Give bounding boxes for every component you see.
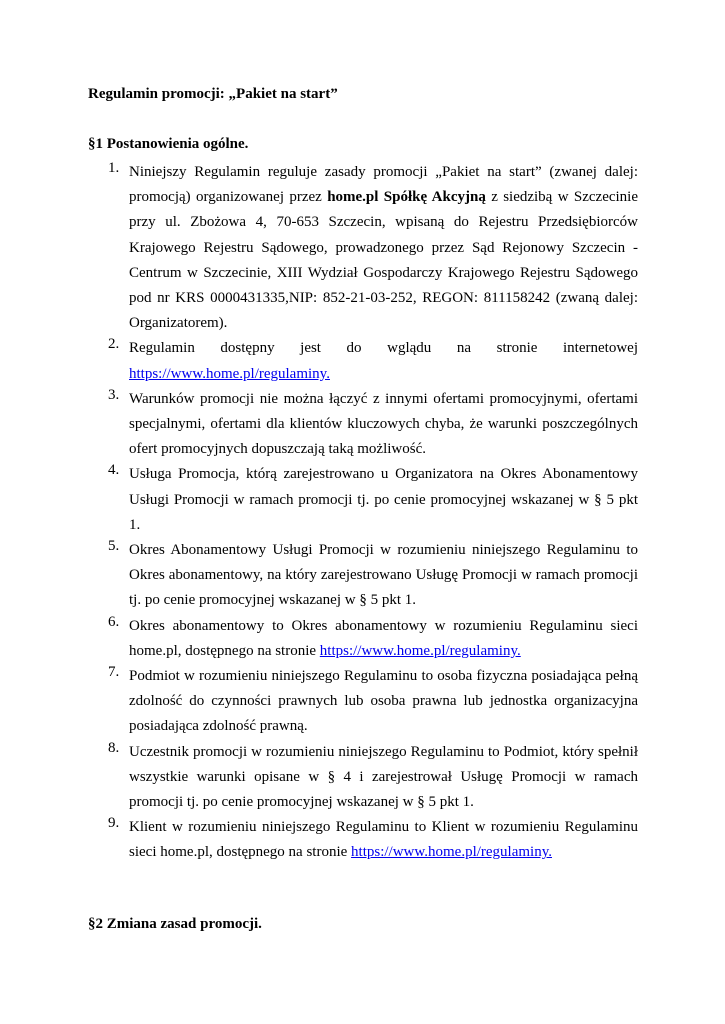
list-item — [88, 815, 638, 865]
section-1-heading: §1 Postanowienia ogólne. — [88, 136, 249, 152]
item-number: 8. — [108, 739, 120, 756]
list-item — [88, 664, 638, 740]
list-item — [88, 538, 638, 614]
regulations-link[interactable]: https://www.home.pl/regulaminy. — [129, 365, 330, 382]
item-text: Warunków promocji nie można łączyć z innymi ofertami promocyjnymi, ofertami specjalnymi, ofertami dla klientów kluczowych chyba, że warunki poszczególnych ofert promocyjnych dopuszczają taką możliwość. — [129, 390, 638, 458]
document-title: Regulamin promocji: „Pakiet na start” — [88, 86, 338, 102]
list-item — [88, 160, 638, 336]
regulations-link[interactable]: https://www.home.pl/regulaminy. — [319, 642, 521, 659]
regulations-link[interactable]: https://www.home.pl/regulaminy. — [351, 844, 552, 861]
item-text: Niniejszy Regulamin reguluje zasady promocji „Pakiet na start” (zwanej dalej: promocją) organizowanej przez home.pl Spółkę Akcyjną z siedzibą w Szczecinie przy ul. Zbożowa 4, 70-653 Szczecin, wpisaną do Rejestru Przedsiębiorców Krajowego Rejestru Sądowego, prowadzonego przez Sąd Rejonowy Szczecin - Centrum w Szczecinie, XIII Wydział Gospodarczy Krajowego Rejestru Sądowego pod nr KRS 0000431335,NIP: 852-21-03-252, REGON: 811158242 (zwaną dalej: Organizatorem). — [129, 164, 638, 332]
list-item — [88, 336, 638, 386]
item-number: 7. — [108, 664, 120, 681]
item-number: 6. — [108, 613, 120, 630]
item-number: 5. — [108, 538, 120, 555]
item-number: 9. — [108, 815, 120, 832]
item-text: Podmiot w rozumieniu niniejszego Regulaminu to osoba fizyczna posiadająca pełną zdolność do czynności prawnych lub osoba prawna lub jednostka organizacyjna posiadająca zdolność prawną. — [129, 668, 638, 735]
item-text: Klient w rozumieniu niniejszego Regulaminu to Klient w rozumieniu Regulaminu sieci home.pl, dostępnego na stronie https://www.home.pl/regulaminy. — [129, 819, 638, 861]
item-text: Okres abonamentowy to Okres abonamentowy w rozumieniu Regulaminu sieci home.pl, dostępnego na stronie https://www.home.pl/regulaminy. — [129, 617, 638, 659]
list-item — [88, 614, 638, 664]
list-item — [88, 387, 638, 463]
list-item — [88, 462, 638, 538]
company-name: home.pl Spółkę Akcyjną — [327, 189, 486, 206]
item-text: Okres Abonamentowy Usługi Promocji w rozumieniu niniejszego Regulaminu to Okres abonamentowy, na który zarejestrowano Usługę Promocji w ramach promocji tj. po cenie promocyjnej wskazanej w § 5 pkt 1. — [129, 542, 638, 609]
item-number: 2. — [108, 336, 120, 353]
item-number: 1. — [108, 160, 120, 176]
item-number: 4. — [108, 462, 120, 479]
section-1-list — [88, 160, 638, 866]
section-2-heading: §2 Zmiana zasad promocji. — [88, 916, 262, 932]
item-text: Usługa Promocja, którą zarejestrowano u Organizatora na Okres Abonamentowy Usługi Promocji w ramach promocji tj. po cenie promocyjnej wskazanej w § 5 pkt 1. — [129, 466, 638, 533]
item-number: 3. — [108, 386, 120, 403]
list-item — [88, 740, 638, 816]
item-text: Uczestnik promocji w rozumieniu niniejszego Regulaminu to Podmiot, który spełnił wszystkie warunki opisane w § 4 i zarejestrował Usługę Promocji w ramach promocji tj. po cenie promocyjnej wskazanej w § 5 pkt 1. — [129, 743, 638, 811]
item-text: Regulamin dostępny jest do wglądu na stronie internetowej — [129, 340, 638, 357]
